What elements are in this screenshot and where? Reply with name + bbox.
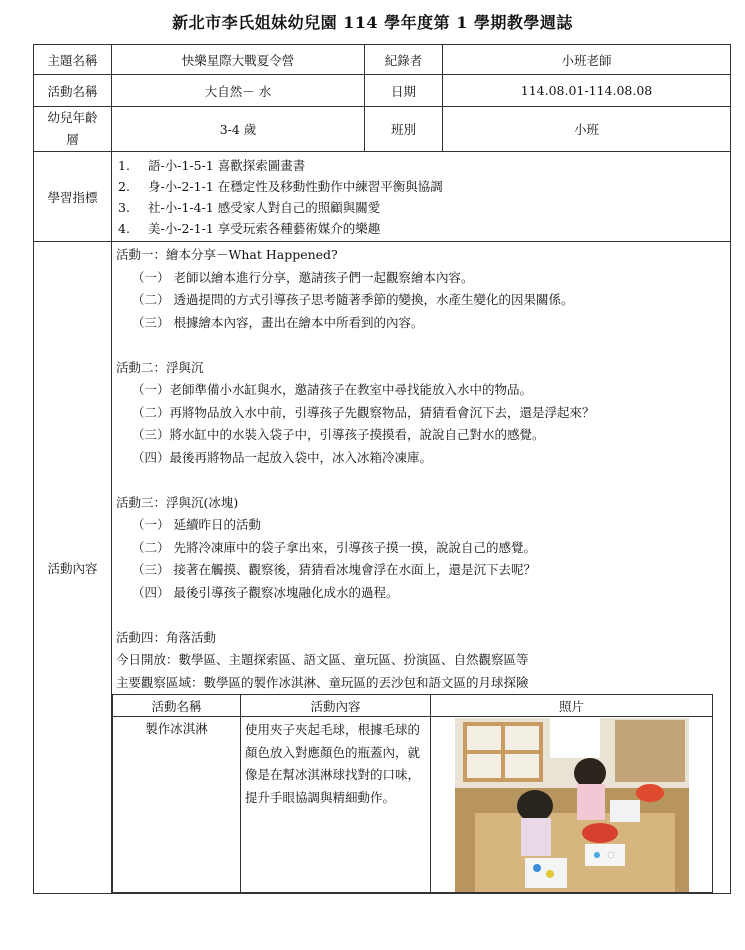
activity1-item: （三） 根據繪本內容，畫出在繪本中所看到的內容。 [132, 314, 424, 330]
activity-photo [455, 718, 689, 892]
activity2-title: 活動二：浮與沉 [116, 359, 204, 375]
content-cell [112, 242, 731, 894]
content-label: 活動內容 [34, 242, 112, 894]
activity3-item: （三） 接著在觸摸、觀察後，猜猜看冰塊會浮在水面上，還是沉下去呢？ [132, 562, 536, 577]
recorder-label: 紀錄者 [365, 45, 443, 75]
activity1-item: （一） 老師以繪本進行分享，邀請孩子們一起觀察繪本內容。 [132, 269, 474, 285]
activity2-item: （三）將水缸中的水裝入袋子中，引導孩子摸摸看，說說自己對水的感覺。 [132, 427, 545, 442]
indicators-label: 學習指標 [34, 152, 112, 242]
activity-value: 大自然－ 水 [112, 75, 365, 107]
activity2-item: （四）最後再將物品一起放入袋中，冰入冰箱冷凍庫。 [132, 449, 433, 465]
date-value: 114.08.01-114.08.08 [443, 75, 731, 107]
indicator-item: 2. 身-小-2-1-1 在穩定性及移動性動作中練習平衡與協調 [118, 178, 443, 194]
sub-header-photo: 照片 [431, 695, 713, 717]
activity1-item: （二） 透過提問的方式引導孩子思考隨著季節的變換，水產生變化的因果關係。 [132, 292, 574, 307]
recorder-value: 小班老師 [443, 45, 731, 75]
class-value: 小班 [443, 107, 731, 152]
indicator-item: 3. 社-小-1-4-1 感受家人對自己的照顧與關愛 [118, 199, 381, 215]
activity3-title: 活動三：浮與沉(冰塊) [116, 494, 239, 510]
age-value: 3-4 歲 [112, 107, 365, 152]
age-label: 幼兒年齡層 [34, 107, 112, 152]
sub-activity-name: 製作冰淇淋 [113, 717, 241, 893]
activity2-item: （二）再將物品放入水中前，引導孩子先觀察物品，猜猜看會沉下去，還是浮起來？ [132, 404, 595, 420]
activity3-item: （二） 先將冷凍庫中的袋子拿出來，引導孩子摸一摸，說說自己的感覺。 [132, 539, 536, 555]
activity2-item: （一）老師準備小水缸與水，邀請孩子在教室中尋找能放入水中的物品。 [132, 382, 533, 397]
activity4-focus: 主要觀察區域：數學區的製作冰淇淋、童玩區的丟沙包和語文區的月球探險 [116, 674, 529, 690]
weekly-log-table [33, 44, 731, 894]
indicators-list [112, 152, 731, 242]
class-label: 班別 [365, 107, 443, 152]
sub-activity-desc: 使用夾子夾起毛球，根據毛球的顏色放入對應顏色的瓶蓋內，就像是在幫冰淇淋球找對的口味，提升手眼協調與精細動作。 [241, 717, 431, 893]
activity-label: 活動名稱 [34, 75, 112, 107]
sub-activity-photo-cell [431, 717, 713, 893]
theme-label: 主題名稱 [34, 45, 112, 75]
activity3-item: （一） 延續昨日的活動 [132, 517, 261, 532]
activity1-title: 活動一：繪本分享－What Happened? [116, 247, 338, 262]
activity3-item: （四） 最後引導孩子觀察冰塊融化成水的過程。 [132, 584, 399, 600]
sub-header-content: 活動內容 [241, 695, 431, 717]
sub-header-name: 活動名稱 [113, 695, 241, 717]
indicator-item: 1. 語-小-1-5-1 喜歡探索圖畫書 [118, 157, 306, 173]
activity4-open: 今日開放：數學區、主題探索區、語文區、童玩區、扮演區、自然觀察區等 [116, 652, 529, 667]
activity4-title: 活動四：角落活動 [116, 629, 217, 645]
theme-value: 快樂星際大戰夏令營 [112, 45, 365, 75]
page-title: 新北市李氏姐妹幼兒園 114 學年度第 1 學期教學週誌 [172, 13, 573, 32]
corner-activity-table [112, 694, 713, 893]
date-label: 日期 [365, 75, 443, 107]
indicator-item: 4. 美-小-2-1-1 享受玩索各種藝術媒介的樂趣 [118, 220, 381, 236]
